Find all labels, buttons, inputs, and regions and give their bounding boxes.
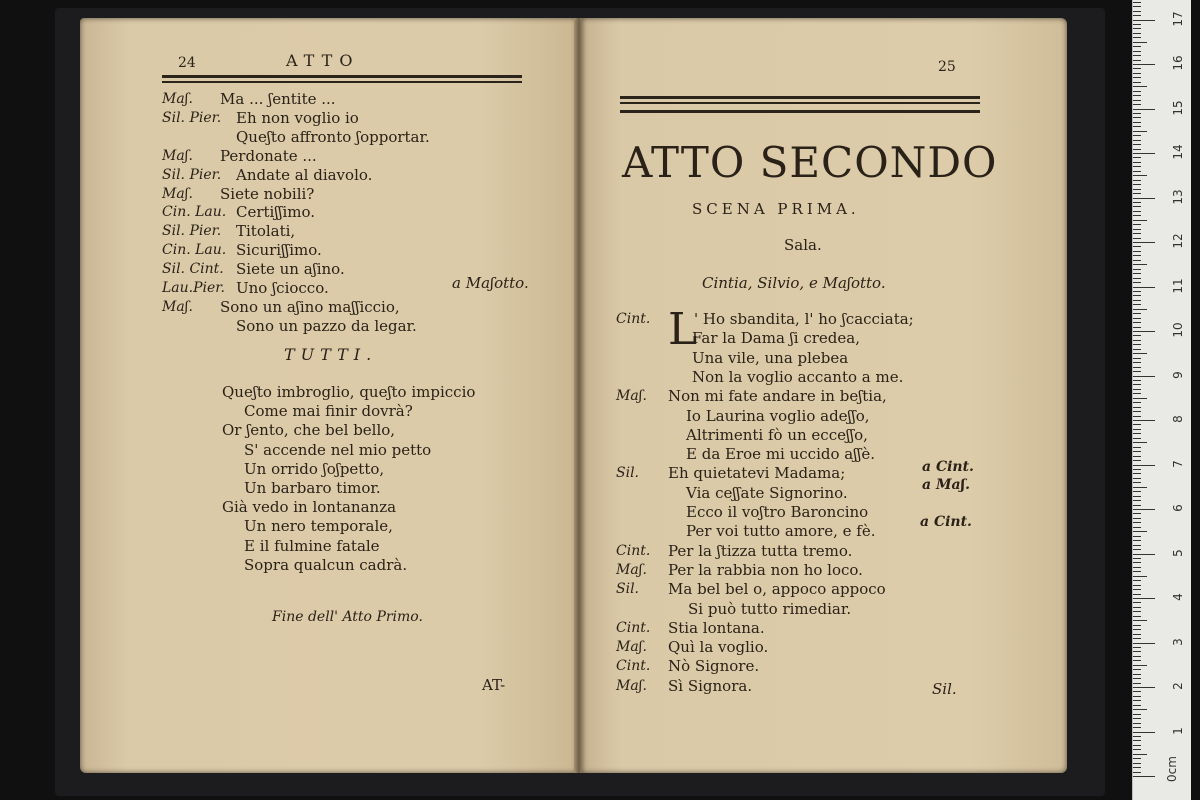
ruler-tick (1133, 287, 1155, 288)
ruler-tick (1133, 674, 1141, 675)
ruler-tick (1133, 736, 1141, 737)
speaker-label: Maʃ. (162, 147, 193, 164)
ruler-number: 9 (1171, 370, 1185, 379)
ornament-rule-3 (620, 110, 980, 113)
speaker-label: Cint. (616, 619, 651, 636)
ruler-tick (1133, 73, 1141, 74)
ruler-tick (1133, 109, 1155, 110)
ruler-tick (1133, 162, 1141, 163)
ruler-tick (1133, 473, 1141, 474)
ruler-number: 4 (1171, 593, 1185, 601)
dialogue-line: Eh non voglio io (236, 108, 359, 127)
dialogue-line: Via ceʃʃate Signorino. (686, 483, 848, 502)
ruler-tick (1133, 589, 1141, 590)
ruler-tick (1133, 260, 1141, 261)
ruler-tick (1133, 180, 1141, 181)
ruler-tick (1133, 767, 1141, 768)
speaker-label: Sil. (616, 465, 639, 482)
catchword: AT- (482, 676, 506, 694)
ruler-tick (1133, 104, 1141, 105)
dialogue-line: ' Ho sbandita, l' ho ʃcacciata; (694, 310, 914, 328)
ruler-tick (1133, 384, 1141, 385)
speaker-label: Sil. (616, 581, 639, 598)
ruler-tick (1133, 24, 1141, 25)
ruler-tick (1133, 278, 1141, 279)
speaker-label: Maʃ. (616, 561, 647, 578)
ruler-tick (1133, 393, 1141, 394)
running-head: ATTO (286, 51, 360, 70)
ruler-tick (1133, 28, 1141, 29)
speaker-label: Cin. Lau. (162, 242, 227, 259)
ruler-tick (1133, 598, 1155, 599)
speaker-label: Maʃ. (162, 298, 193, 315)
ruler-tick (1133, 135, 1141, 136)
ruler-tick (1133, 683, 1141, 684)
ruler-tick (1133, 620, 1147, 621)
ruler-tick (1133, 184, 1141, 185)
ruler-tick (1133, 531, 1147, 532)
dialogue-line: Per la ʃtizza tutta tremo. (668, 541, 853, 560)
speaker-label: Cint. (616, 658, 651, 675)
ruler-tick (1133, 398, 1147, 399)
ruler-tick (1133, 456, 1141, 457)
ruler-tick (1133, 407, 1141, 408)
ruler-tick (1133, 220, 1147, 221)
ruler-tick (1133, 442, 1147, 443)
ruler-tick (1133, 331, 1155, 332)
ruler-tick (1133, 198, 1155, 199)
ruler-tick (1133, 349, 1141, 350)
ruler-tick (1133, 660, 1141, 661)
header-rule (162, 75, 522, 78)
ruler-tick (1133, 732, 1155, 733)
ruler-tick (1133, 727, 1141, 728)
ruler-tick (1133, 482, 1141, 483)
ruler-tick (1133, 175, 1147, 176)
ruler-tick (1133, 616, 1141, 617)
drop-cap: L (668, 304, 698, 355)
ruler-tick (1133, 545, 1141, 546)
ruler-number: 14 (1171, 144, 1185, 160)
dialogue-line: Altrimenti fò un ecceʃʃo, (686, 425, 868, 444)
dialogue-line: E da Eroe mi uccido aʃʃè. (686, 445, 876, 464)
ruler-number: 8 (1171, 415, 1185, 423)
ruler-number: 17 (1171, 10, 1185, 27)
dialogue-line: Perdonate ... (220, 146, 317, 165)
dialogue-line: Sono un pazzo da legar. (236, 316, 417, 335)
ruler-tick (1133, 763, 1141, 764)
ruler-tick (1133, 558, 1141, 559)
ruler-tick (1133, 304, 1141, 305)
dialogue-line: Ecco il voʃtro Baroncino (686, 503, 869, 521)
aside-2: a Maʃ. (922, 477, 971, 493)
ruler-tick (1133, 580, 1141, 581)
ruler-tick (1133, 149, 1141, 150)
ruler-tick (1133, 362, 1141, 363)
ruler-tick (1133, 740, 1141, 741)
dialogue-line: Eh quietatevi Madama; (668, 464, 846, 483)
tutti-heading: TUTTI. (284, 345, 378, 364)
ruler-tick (1133, 389, 1141, 390)
ornament-rule-1 (620, 96, 980, 99)
ruler-tick (1133, 611, 1141, 612)
ruler-unit-label: 0cm (1165, 756, 1179, 782)
ruler-tick (1133, 500, 1141, 501)
ruler-tick (1133, 358, 1141, 359)
speaker-label: Cint. (616, 542, 651, 559)
ruler-tick (1133, 68, 1141, 69)
ruler-tick (1133, 669, 1141, 670)
ruler-tick (1133, 447, 1141, 448)
ruler-tick (1133, 380, 1141, 381)
ruler-tick (1133, 691, 1141, 692)
catchword: Sil. (932, 680, 957, 698)
ruler-tick (1133, 42, 1147, 43)
right-page (582, 18, 1067, 773)
ruler-tick (1133, 117, 1141, 118)
ruler-tick (1133, 402, 1141, 403)
dialogue-line: Uno ʃciocco. (236, 279, 329, 297)
ruler-tick (1133, 554, 1155, 555)
ruler-tick (1133, 37, 1141, 38)
ruler-tick (1133, 51, 1141, 52)
ruler-tick (1133, 700, 1141, 701)
ruler-tick (1133, 282, 1141, 283)
ruler-tick (1133, 215, 1141, 216)
verse-line: Un orrido ʃoʃpetto, (244, 459, 385, 478)
ruler-tick (1133, 424, 1141, 425)
ruler-tick (1133, 656, 1141, 657)
ruler-number: 5 (1171, 548, 1185, 557)
ruler-tick (1133, 647, 1141, 648)
ruler-number: 3 (1171, 637, 1185, 646)
ruler-tick (1133, 335, 1141, 336)
ruler-tick (1133, 82, 1141, 83)
ruler-tick (1133, 723, 1141, 724)
ruler-tick (1133, 206, 1141, 207)
ruler-tick (1133, 527, 1141, 528)
ruler-tick (1133, 344, 1141, 345)
dialogue-line: Far la Dama ʃi credea, (692, 329, 860, 348)
speaker-label: Cin. Lau. (162, 204, 227, 221)
ruler-tick (1133, 246, 1141, 247)
ruler-tick (1133, 238, 1141, 239)
ruler-tick (1133, 295, 1141, 296)
ruler-tick (1133, 562, 1141, 563)
ruler-tick (1133, 33, 1141, 34)
dialogue-line: Ma ... ʃentite ... (220, 90, 336, 108)
ruler-tick (1133, 602, 1141, 603)
ruler-tick (1133, 478, 1141, 479)
dialogue-line: Nò Signore. (668, 657, 760, 676)
ruler-number: 12 (1171, 233, 1185, 249)
ruler-tick (1133, 607, 1141, 608)
ruler-tick (1133, 714, 1141, 715)
ruler-tick (1133, 91, 1141, 92)
ruler-number: 16 (1171, 55, 1185, 71)
ruler-tick (1133, 64, 1155, 65)
dialogue-line: Quì la voglio. (668, 638, 769, 657)
dialogue-line: Io Laurina voglio adeʃʃo, (686, 406, 870, 425)
stage-direction-aside: a Maʃotto. (452, 274, 529, 292)
ruler-tick (1133, 153, 1155, 154)
ruler-tick (1133, 126, 1141, 127)
ruler-tick (1133, 491, 1141, 492)
dialogue-line: Siete un aʃino. (236, 260, 345, 279)
ruler-tick (1133, 705, 1141, 706)
ruler-number: 10 (1171, 322, 1185, 338)
ruler-tick (1133, 100, 1141, 101)
ruler-tick (1133, 505, 1141, 506)
verse-line: Sopra qualcun cadrà. (244, 555, 408, 574)
ruler-number: 15 (1171, 99, 1185, 116)
ruler-tick (1133, 309, 1147, 310)
speaker-label: Sil. Pier. (162, 223, 222, 240)
ruler-tick (1133, 171, 1141, 172)
dialogue-line: Stia lontana. (668, 618, 765, 637)
speaker-label: Sil. Pier. (162, 109, 222, 126)
left-page (80, 18, 577, 773)
ruler-tick (1133, 313, 1141, 314)
aside-3: a Cint. (920, 514, 972, 530)
speaker-label: Cint. (616, 311, 651, 327)
ruler-tick (1133, 202, 1141, 203)
ruler-tick (1133, 678, 1141, 679)
ruler-tick (1133, 77, 1141, 78)
measurement-ruler (1132, 0, 1191, 800)
dialogue-line: Queʃto affronto ʃopportar. (236, 127, 430, 146)
character-list: Cintia, Silvio, e Maʃotto. (702, 274, 886, 292)
ruler-tick (1133, 376, 1155, 377)
ruler-tick (1133, 687, 1155, 688)
ruler-tick (1133, 269, 1141, 270)
ruler-tick (1133, 189, 1141, 190)
ruler-tick (1133, 749, 1141, 750)
ruler-tick (1133, 291, 1141, 292)
ruler-tick (1133, 367, 1141, 368)
dialogue-line: Non mi fate andare in beʃtia, (668, 387, 887, 406)
ruler-tick (1133, 233, 1141, 234)
ruler-tick (1133, 518, 1141, 519)
ruler-tick (1133, 754, 1147, 755)
ruler-number: 7 (1171, 459, 1185, 468)
ruler-tick (1133, 758, 1141, 759)
ruler-tick (1133, 420, 1155, 421)
verse-line: Or ʃento, che bel bello, (222, 421, 396, 440)
ruler-number: 2 (1171, 682, 1185, 690)
ruler-tick (1133, 86, 1147, 87)
ruler-tick (1133, 540, 1141, 541)
ruler-tick (1133, 411, 1141, 412)
ruler-tick (1133, 522, 1141, 523)
verse-line: S' accende nel mio petto (244, 440, 432, 459)
dialogue-line: Andate al diavolo. (236, 165, 373, 184)
ruler-tick (1133, 585, 1141, 586)
ruler-tick (1133, 122, 1141, 123)
ruler-tick (1133, 224, 1141, 225)
ruler-tick (1133, 95, 1141, 96)
dialogue-line: Titolati, (236, 222, 296, 241)
ruler-tick (1133, 696, 1141, 697)
ruler-tick (1133, 193, 1141, 194)
ruler-tick (1133, 745, 1141, 746)
ruler-tick (1133, 567, 1141, 568)
ruler-tick (1133, 166, 1141, 167)
speaker-label: Maʃ. (616, 639, 647, 656)
ruler-tick (1133, 242, 1155, 243)
ruler-tick (1133, 651, 1141, 652)
verse-line: Un barbaro timor. (244, 479, 381, 497)
ruler-tick (1133, 300, 1141, 301)
act-title: ATTO SECONDO (622, 138, 998, 187)
end-of-act-note: Fine dell' Atto Primo. (272, 609, 423, 625)
ruler-number: 13 (1171, 188, 1185, 205)
ornament-rule-2 (620, 102, 980, 104)
ruler-tick (1133, 229, 1141, 230)
ruler-tick (1133, 144, 1141, 145)
ruler-tick (1133, 571, 1141, 572)
ruler-tick (1133, 709, 1147, 710)
ruler-tick (1133, 496, 1141, 497)
ruler-tick (1133, 469, 1141, 470)
ruler-tick (1133, 433, 1141, 434)
ruler-tick (1133, 509, 1155, 510)
dialogue-line: Non la voglio accanto a me. (692, 367, 904, 386)
ruler-tick (1133, 157, 1141, 158)
ruler-tick (1133, 11, 1141, 12)
speaker-label: Maʃ. (162, 185, 193, 202)
dialogue-line: Sono un aʃino maʃʃiccio, (220, 297, 400, 316)
dialogue-line: Ma bel bel o, appoco appoco (668, 580, 886, 599)
ruler-tick (1133, 513, 1141, 514)
ruler-tick (1133, 318, 1141, 319)
ruler-tick (1133, 340, 1141, 341)
speaker-label: Maʃ. (616, 388, 647, 405)
dialogue-line: Sicuriʃʃimo. (236, 241, 322, 260)
ruler-tick (1133, 113, 1141, 114)
setting: Sala. (784, 236, 822, 254)
ruler-tick (1133, 6, 1141, 7)
ruler-tick (1133, 20, 1155, 21)
ruler-tick (1133, 322, 1141, 323)
ruler-tick (1133, 264, 1147, 265)
ruler-tick (1133, 451, 1141, 452)
ruler-number: 6 (1171, 504, 1185, 512)
ruler-tick (1133, 416, 1141, 417)
verse-line: Queʃto imbroglio, queʃto impiccio (222, 383, 476, 401)
ruler-tick (1133, 438, 1141, 439)
ruler-tick (1133, 776, 1155, 777)
verse-line: Un nero temporale, (244, 517, 393, 536)
right-page-number: 25 (938, 59, 956, 75)
dialogue-line: Una vile, una plebea (692, 348, 849, 367)
ruler-tick (1133, 594, 1141, 595)
dialogue-line: Siete nobili? (220, 184, 315, 203)
dialogue-line: Si può tutto rimediar. (688, 599, 852, 618)
scene-title: SCENA PRIMA. (692, 200, 860, 218)
ruler-tick (1133, 465, 1155, 466)
ruler-tick (1133, 549, 1141, 550)
ruler-tick (1133, 55, 1141, 56)
ruler-number: 1 (1171, 726, 1185, 735)
ruler-tick (1133, 353, 1147, 354)
ruler-tick (1133, 255, 1141, 256)
ruler-tick (1133, 429, 1141, 430)
speaker-label: Sil. Pier. (162, 166, 222, 183)
dialogue-line: Per voi tutto amore, e fè. (686, 522, 876, 541)
aside-1: a Cint. (922, 459, 974, 475)
dialogue-line: Sì Signora. (668, 676, 753, 695)
ruler-tick (1133, 772, 1141, 773)
dialogue-line: Certiʃʃimo. (236, 203, 316, 222)
ruler-tick (1133, 273, 1141, 274)
ruler-tick (1133, 15, 1141, 16)
dialogue-line: Per la rabbia non ho loco. (668, 560, 863, 579)
verse-line: Già vedo in lontananza (222, 498, 397, 517)
ruler-tick (1133, 60, 1141, 61)
speaker-label: Maʃ. (616, 677, 647, 694)
ruler-number: 11 (1171, 277, 1185, 294)
verse-line: E il fulmine fatale (244, 536, 380, 555)
ruler-tick (1133, 487, 1147, 488)
ruler-tick (1133, 665, 1147, 666)
ruler-tick (1133, 2, 1141, 3)
ruler-tick (1133, 718, 1141, 719)
ruler-tick (1133, 643, 1155, 644)
ruler-tick (1133, 638, 1141, 639)
ruler-tick (1133, 629, 1141, 630)
speaker-label: Sil. Cint. (162, 261, 224, 278)
ruler-tick (1133, 625, 1141, 626)
header-rule-thin (162, 81, 522, 83)
ruler-tick (1133, 371, 1141, 372)
ruler-tick (1133, 576, 1147, 577)
ruler-tick (1133, 211, 1141, 212)
ruler-tick (1133, 460, 1141, 461)
ruler-tick (1133, 327, 1141, 328)
ruler-tick (1133, 140, 1141, 141)
speaker-label: Lau.Pier. (162, 280, 225, 296)
ruler-tick (1133, 131, 1147, 132)
ruler-tick (1133, 46, 1141, 47)
ruler-tick (1133, 536, 1141, 537)
verse-line: Come mai finir dovrà? (244, 402, 413, 421)
speaker-label: Maʃ. (162, 91, 193, 107)
left-page-number: 24 (178, 55, 196, 71)
ruler-tick (1133, 251, 1141, 252)
ruler-tick (1133, 634, 1141, 635)
